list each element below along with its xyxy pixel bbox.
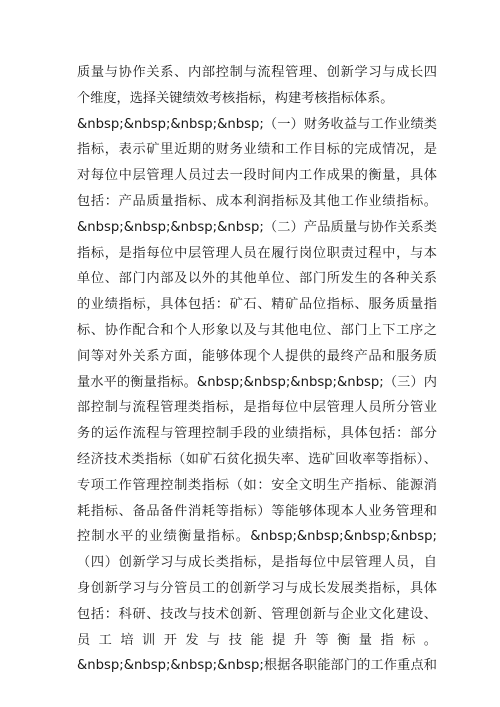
text-line: 指标，表示矿里近期的财务业绩和工作目标的完成情况，是 <box>77 142 437 158</box>
text-line: 个维度，选择关键绩效考核指标，构建考核指标体系。 <box>77 90 394 106</box>
text-line: &nbsp;&nbsp;&nbsp;&nbsp;（二）产品质量与协作关系类 <box>77 219 437 235</box>
text-line: 质量与协作关系、内部控制与流程管理、创新学习与成长四 <box>77 65 437 80</box>
text-line: 量水平的衡量指标。&nbsp;&nbsp;&nbsp;&nbsp;（三）内 <box>77 374 437 390</box>
text-line: 耗指标、备品备件消耗等指标）等能够体现本人业务管理和 <box>77 503 437 519</box>
text-line: 员工培训开发与技能提升等衡量指标。 <box>77 632 437 648</box>
text-line: &nbsp;&nbsp;&nbsp;&nbsp;（一）财务收益与工作业绩类 <box>77 116 437 132</box>
text-line: 的业绩指标，具体包括：矿石、精矿品位指标、服务质量指 <box>77 297 437 313</box>
text-line: 控制水平的业绩衡量指标。&nbsp;&nbsp;&nbsp;&nbsp; <box>77 529 437 545</box>
body-text <box>77 60 437 679</box>
text-line: 部控制与流程管理类指标，是指每位中层管理人员所分管业 <box>77 400 437 416</box>
text-line: 单位、部门内部及以外的其他单位、部门所发生的各种关系 <box>77 271 437 287</box>
text-line: 间等对外关系方面，能够体现个人提供的最终产品和服务质 <box>77 348 437 364</box>
text-line: 包括：科研、技改与技术创新、管理创新与企业文化建设、 <box>77 606 437 622</box>
text-line: （四）创新学习与成长类指标，是指每位中层管理人员，自 <box>77 555 437 571</box>
text-line: 标、协作配合和个人形象以及与其他电位、部门上下工序之 <box>77 322 437 338</box>
text-line: 指标，是指每位中层管理人员在履行岗位职责过程中，与本 <box>77 245 437 261</box>
text-line: 对每位中层管理人员过去一段时间内工作成果的衡量，具体 <box>77 168 437 184</box>
text-line: 务的运作流程与管理控制手段的业绩指标，具体包括：部分 <box>77 426 437 442</box>
text-line: 包括：产品质量指标、成本利润指标及其他工作业绩指标。 <box>77 193 437 209</box>
text-line: 身创新学习与分管员工的创新学习与成长发展类指标，具体 <box>77 580 437 596</box>
text-line: 经济技术类指标（如矿石贫化损失率、选矿回收率等指标）、 <box>77 451 437 467</box>
text-line: 专项工作管理控制类指标（如：安全文明生产指标、能源消 <box>77 477 437 493</box>
text-line: &nbsp;&nbsp;&nbsp;&nbsp;根据各职能部门的工作重点和 <box>77 658 437 674</box>
